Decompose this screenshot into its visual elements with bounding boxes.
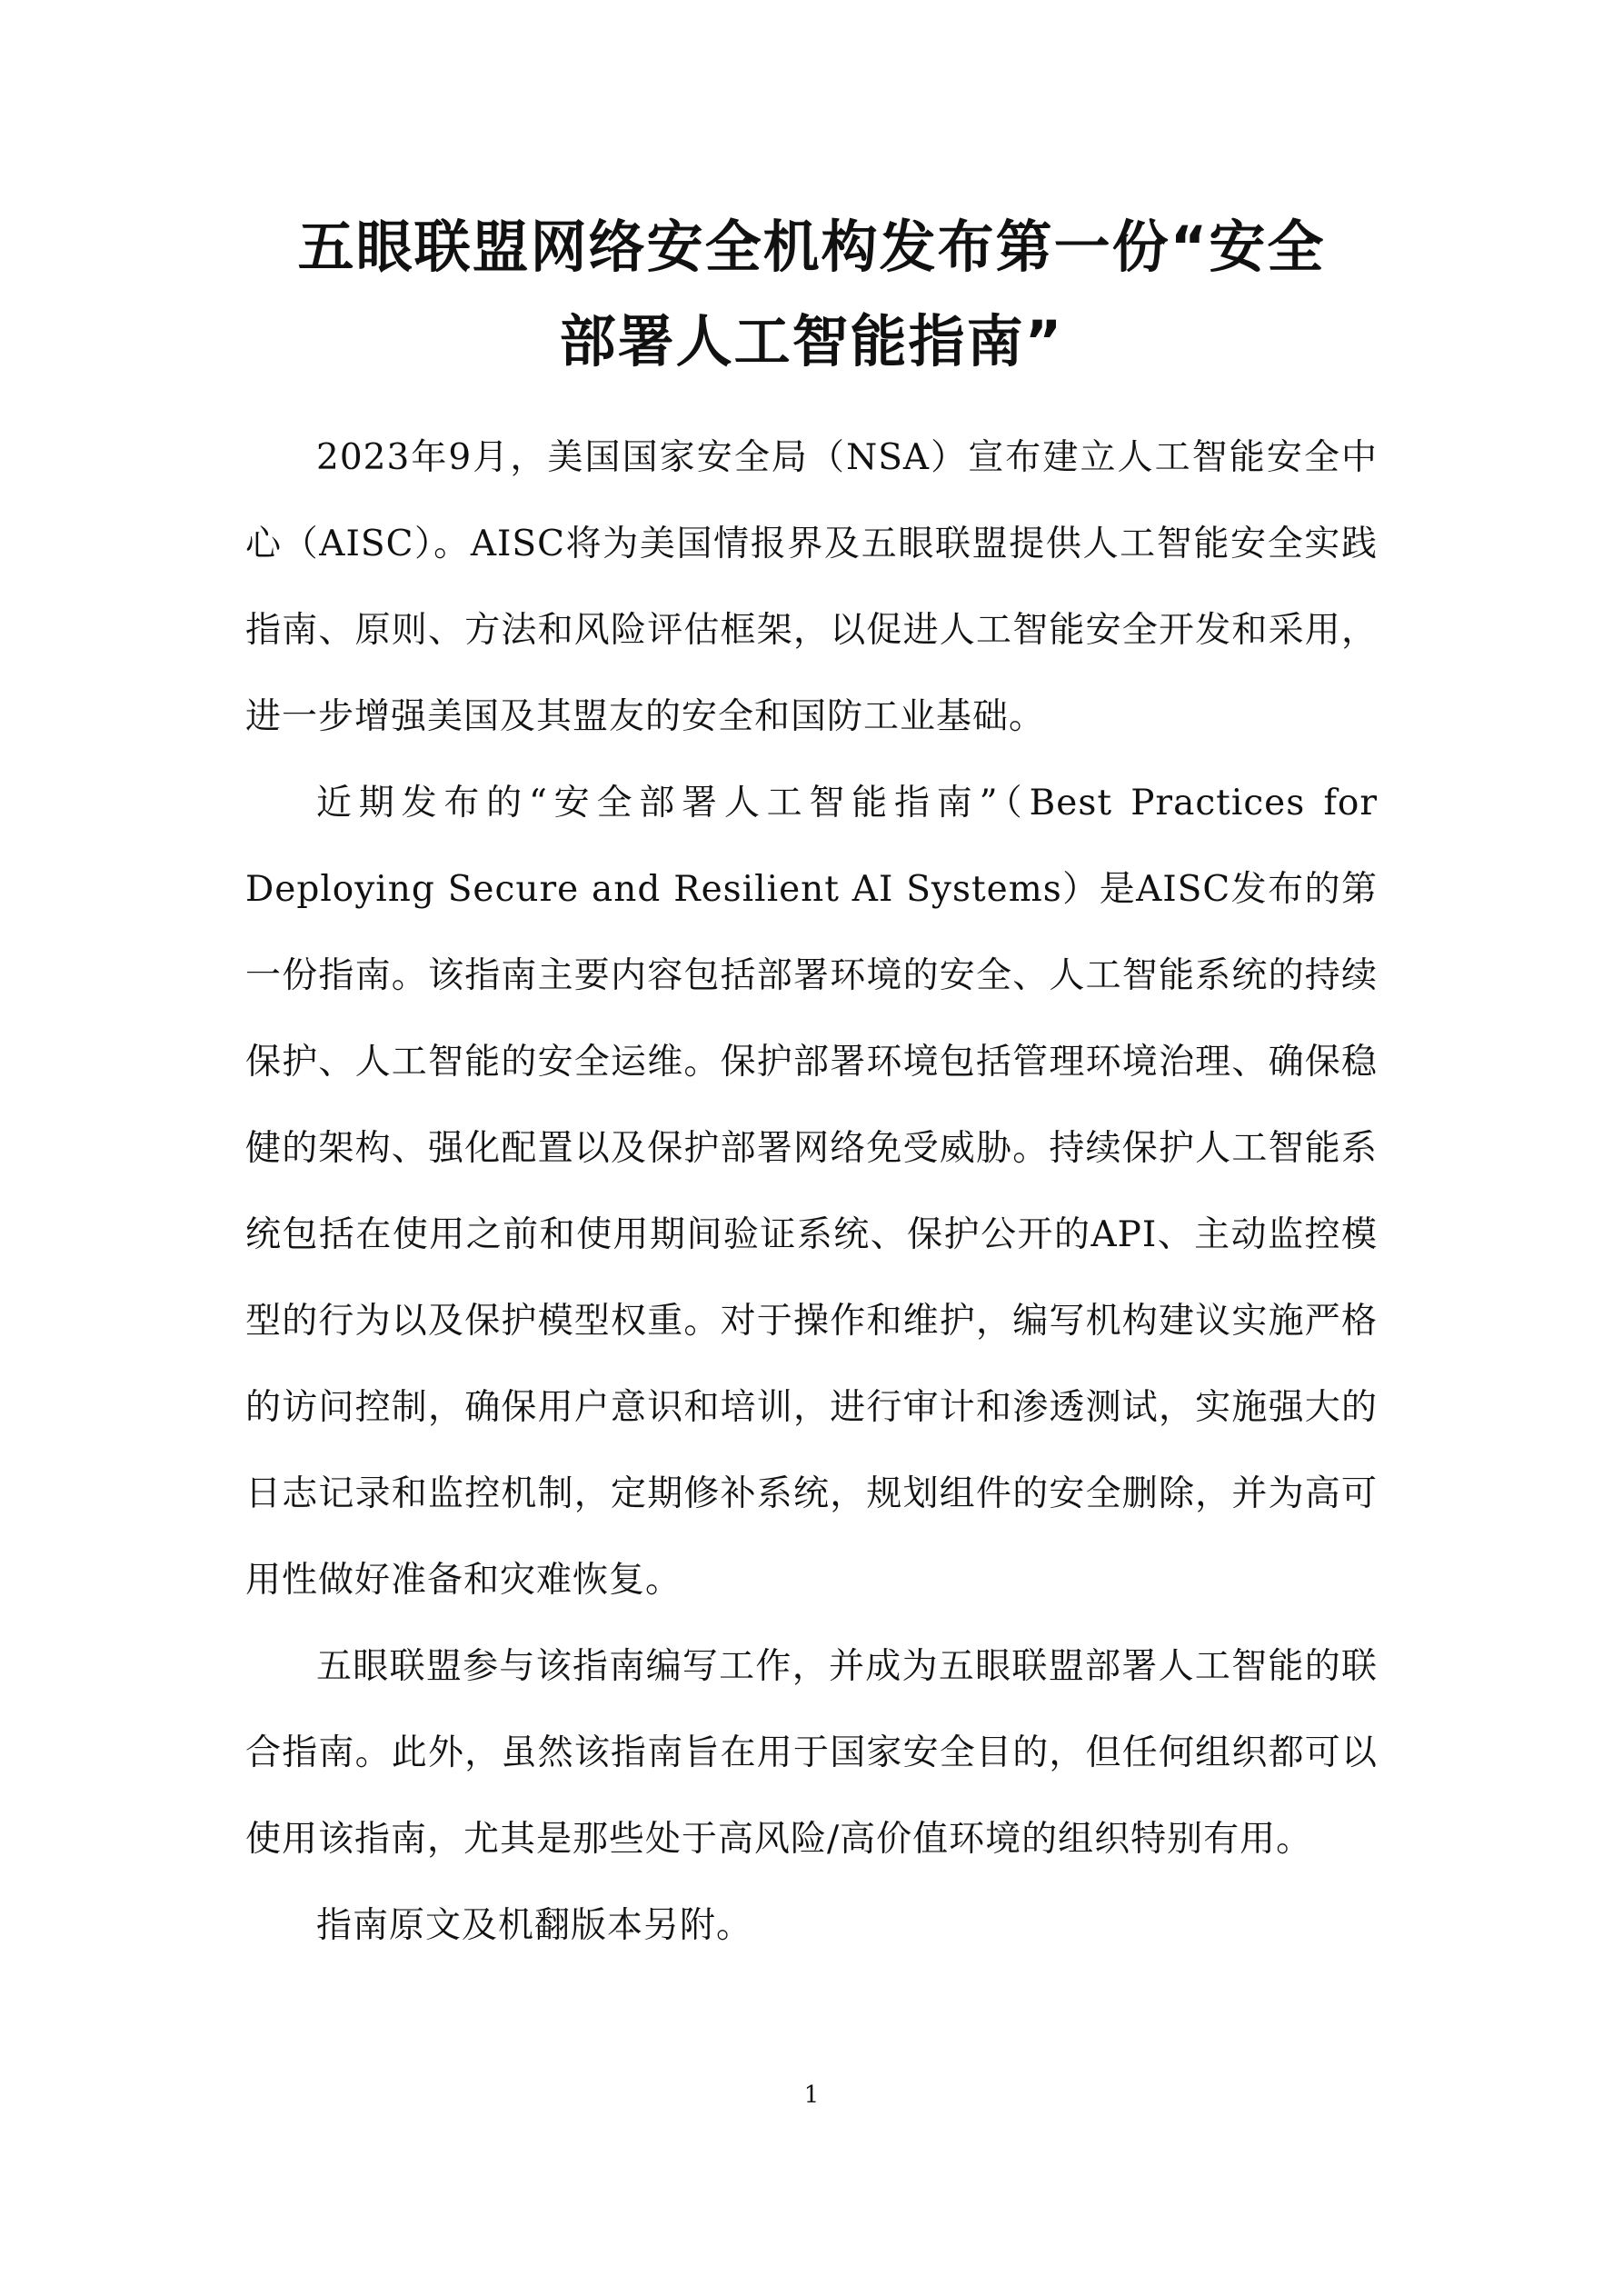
- page-number: 1: [803, 2081, 820, 2109]
- document-title: [236, 200, 1387, 389]
- title-line-2: 部署人工智能指南”: [559, 308, 1064, 374]
- paragraph-guide-contents: 近期发布的“安全部署人工智能指南”（Best Practices for Deploying Secure and Resilient AI Systems）是AISC发布的第一份指南。该指南主要内容包括部署环境的安全、人工智能系统的持续保护、人工智能的安全运维。保护部署环境包括管理环境治理、确保稳健的架构、强化配置以及保护部署网络免受威胁。持续保护人工智能系统包括在使用之前和使用期间验证系统、保护公开的API、主动监控模型的行为以及保护模型权重。对于操作和维护，编写机构建议实施严格的访问控制，确保用户意识和培训，进行审计和渗透测试，实施强大的日志记录和监控机制，定期修补系统，规划组件的安全删除，并为高可用性做好准备和灾难恢复。: [245, 783, 1378, 1601]
- paragraph-attachment-note: 指南原文及机翻版本另附。: [316, 1905, 753, 1946]
- paragraph-five-eyes: 五眼联盟参与该指南编写工作，并成为五眼联盟部署人工智能的联合指南。此外，虽然该指南旨在用于国家安全目的，但任何组织都可以使用该指南，尤其是那些处于高风险/高价值环境的组织特别有用。: [245, 1646, 1378, 1860]
- title-line-1: 五眼联盟网络安全机构发布第一份“安全: [297, 214, 1326, 280]
- document-body: [245, 414, 1378, 1969]
- paragraph-aisc-founding: 2023年9月，美国国家安全局（NSA）宣布建立人工智能安全中心（AISC）。AISC将为美国情报界及五眼联盟提供人工智能安全实践指南、原则、方法和风险评估框架，以促进人工智能安全开发和采用，进一步增强美国及其盟友的安全和国防工业基础。: [245, 437, 1378, 737]
